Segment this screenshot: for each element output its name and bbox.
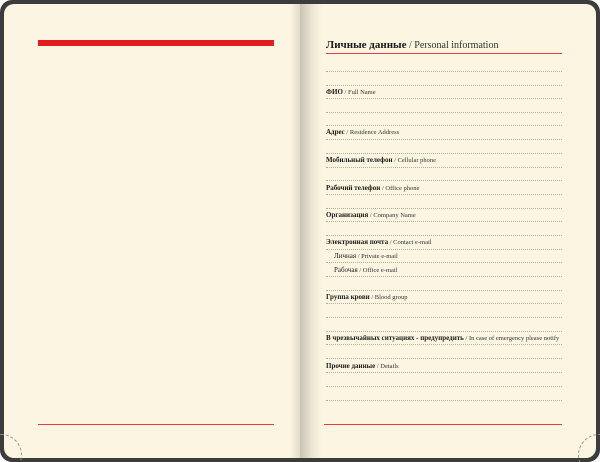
title-separator: / — [406, 40, 415, 51]
write-line[interactable] — [326, 139, 562, 140]
title-en: Personal information — [414, 40, 499, 51]
field-label-mobile-phone: Мобильный телефон / Cellular phone — [326, 156, 437, 164]
field-label-full-name: ФИО / Full Name — [326, 88, 376, 96]
write-line[interactable] — [326, 386, 562, 387]
write-line[interactable] — [326, 208, 562, 209]
left-page — [4, 4, 300, 458]
write-line[interactable] — [326, 180, 562, 181]
write-line[interactable] — [326, 153, 562, 154]
write-line[interactable] — [326, 400, 562, 401]
title-underline — [326, 53, 562, 54]
write-line — [326, 85, 562, 86]
write-line[interactable] — [326, 249, 562, 250]
write-line[interactable] — [326, 303, 562, 304]
field-label-address: Адрес / Residence Address — [326, 128, 400, 136]
write-line[interactable] — [326, 276, 562, 277]
right-page — [300, 4, 596, 458]
write-line[interactable] — [326, 221, 562, 222]
write-line — [326, 71, 562, 72]
write-line[interactable] — [326, 98, 562, 99]
write-line[interactable] — [326, 317, 562, 318]
field-label-emergency: В чрезвычайных ситуациях - предупредить / In case of emergency please notify — [326, 334, 560, 342]
field-label-company: Организация / Company Name — [326, 211, 416, 219]
field-label-office-email: Рабочая / Office e-mail — [334, 266, 398, 274]
write-line[interactable] — [326, 262, 562, 263]
write-line[interactable] — [326, 344, 562, 345]
field-label-email: Электронная почта / Contact e-mail — [326, 238, 432, 246]
field-label-office-phone: Рабочий телефон / Office phone — [326, 184, 420, 192]
gutter-shadow — [300, 4, 322, 458]
write-line[interactable] — [326, 372, 562, 373]
write-line[interactable] — [326, 112, 562, 113]
write-line[interactable] — [326, 290, 562, 291]
bottom-red-line — [38, 424, 274, 425]
field-label-private-email: Личная / Private e-mail — [334, 252, 398, 260]
red-accent-bar — [38, 40, 274, 46]
write-line[interactable] — [326, 194, 562, 195]
write-line[interactable] — [326, 331, 562, 332]
corner-pocket-mark — [578, 434, 600, 462]
field-label-blood-group: Группа крови / Blood group — [326, 293, 408, 301]
title-ru: Личные данные — [326, 39, 407, 51]
field-label-details: Прочие данные / Details — [326, 362, 399, 370]
write-line[interactable] — [326, 167, 562, 168]
corner-pocket-mark — [0, 434, 22, 462]
write-line[interactable] — [326, 235, 562, 236]
page-title — [326, 39, 498, 51]
write-line[interactable] — [326, 125, 562, 126]
gutter-shadow — [290, 4, 300, 458]
write-line[interactable] — [326, 358, 562, 359]
bottom-red-line — [324, 424, 562, 425]
